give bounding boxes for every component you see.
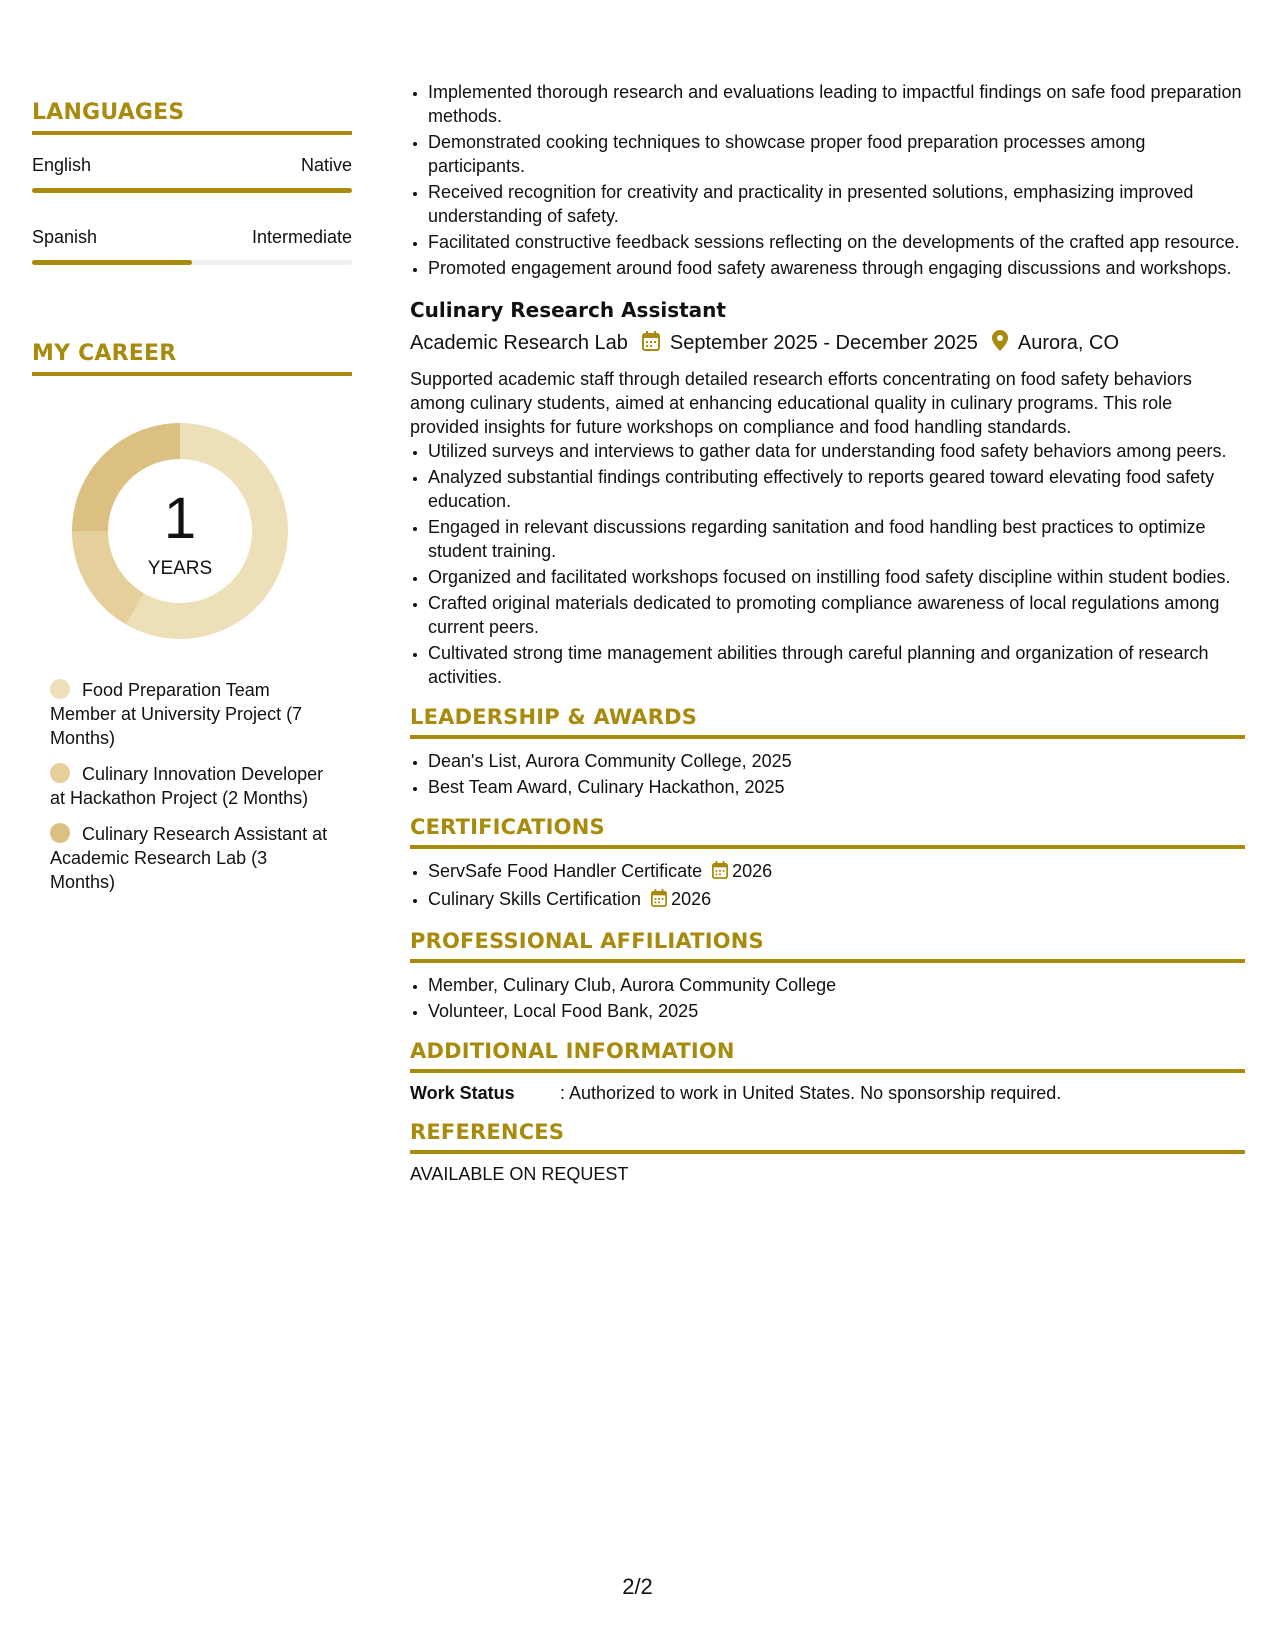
language-bar-fill xyxy=(32,260,192,265)
legend-label: Food Preparation Team Member at University Project (7 Months) xyxy=(50,680,303,748)
affiliations-title: PROFESSIONAL AFFILIATIONS xyxy=(410,929,764,953)
references-section xyxy=(410,1120,1245,1185)
legend-label: Culinary Research Assistant at Academic Research Lab (3 Months) xyxy=(50,824,328,892)
affiliations-section xyxy=(410,929,1245,1023)
job-dates: September 2025 - December 2025 xyxy=(669,332,978,354)
job-description: Supported academic staff through detailed research efforts concentrating on food safety behaviors among culinary students, aimed at enhancing educational quality in culinary programs. This role provided insights for future workshops on compliance and food handling standards. xyxy=(410,369,1192,437)
job-bullets xyxy=(410,439,1245,689)
language-bar-fill xyxy=(32,188,352,193)
certifications-section xyxy=(410,815,1245,913)
list-item: • Demonstrated cooking techniques to showcase proper food preparation processes among participants. xyxy=(428,130,1245,178)
career-title: MY CAREER xyxy=(32,341,177,366)
legend-item xyxy=(50,678,332,750)
list-item: • Promoted engagement around food safety awareness through engaging discussions and workshops. xyxy=(428,256,1245,280)
list-item: • Volunteer, Local Food Bank, 2025 xyxy=(428,999,1245,1023)
legend-dot xyxy=(50,763,70,783)
certification-name: Culinary Skills Certification xyxy=(428,889,642,909)
career-total-number: 1 xyxy=(163,486,197,551)
list-item: • Implemented thorough research and evaluations leading to impactful findings on safe food preparation methods. xyxy=(428,80,1245,128)
references-title: REFERENCES xyxy=(410,1120,565,1144)
legend-label: Culinary Innovation Developer at Hackathon Project (2 Months) xyxy=(50,764,324,808)
languages-rule xyxy=(32,131,352,135)
list-item xyxy=(428,887,1245,913)
certifications-title: CERTIFICATIONS xyxy=(410,815,605,839)
list-item: • Organized and facilitated workshops focused on instilling food safety discipline within student bodies. xyxy=(428,565,1245,589)
calendar-icon xyxy=(642,331,660,357)
language-name: Spanish xyxy=(32,227,98,247)
right-column xyxy=(410,80,1245,1185)
additional-info-section xyxy=(410,1039,1245,1104)
work-status-value: : Authorized to work in United States. No sponsorship required. xyxy=(560,1083,1062,1103)
legend-item xyxy=(50,822,332,894)
job-title: Culinary Research Assistant xyxy=(410,298,726,322)
language-bar xyxy=(32,260,352,265)
location-pin-icon xyxy=(992,330,1008,357)
references-rule xyxy=(410,1150,1245,1154)
calendar-icon xyxy=(712,861,728,885)
languages-title: LANGUAGES xyxy=(32,100,185,125)
calendar-icon xyxy=(651,889,667,913)
references-text: AVAILABLE ON REQUEST xyxy=(410,1164,629,1184)
career-rule xyxy=(32,372,352,376)
certifications-rule xyxy=(410,845,1245,849)
list-item: • Analyzed substantial findings contributing effectively to reports geared toward elevating food safety education. xyxy=(428,465,1245,513)
language-level: Intermediate xyxy=(251,227,352,247)
legend-dot xyxy=(50,823,70,843)
career-legend xyxy=(50,678,332,894)
additional-info-rule xyxy=(410,1069,1245,1073)
language-name: English xyxy=(32,155,92,175)
left-column xyxy=(32,100,352,906)
legend-dot xyxy=(50,679,70,699)
job-meta xyxy=(410,330,1245,357)
career-total-unit: YEARS xyxy=(147,558,213,579)
leadership-section xyxy=(410,705,1245,799)
affiliations-rule xyxy=(410,959,1245,963)
certification-name: ServSafe Food Handler Certificate xyxy=(428,861,703,881)
career-donut-chart xyxy=(67,418,293,644)
list-item: • Member, Culinary Club, Aurora Community College xyxy=(428,973,1245,997)
list-item: • Crafted original materials dedicated to promoting compliance awareness of local regulations among current peers. xyxy=(428,591,1245,639)
list-item: • Dean's List, Aurora Community College, 2025 xyxy=(428,749,1245,773)
legend-item xyxy=(50,762,332,810)
language-bar xyxy=(32,188,352,193)
list-item: • Best Team Award, Culinary Hackathon, 2025 xyxy=(428,775,1245,799)
list-item xyxy=(428,859,1245,885)
language-item-english xyxy=(32,155,352,193)
language-level: Native xyxy=(300,155,352,175)
list-item: • Cultivated strong time management abilities through careful planning and organization of research activities. xyxy=(428,641,1245,689)
job-company: Academic Research Lab xyxy=(410,332,628,354)
leadership-title: LEADERSHIP & AWARDS xyxy=(410,705,698,729)
list-item: • Utilized surveys and interviews to gather data for understanding food safety behaviors among peers. xyxy=(428,439,1245,463)
certification-year: 2026 xyxy=(671,889,712,909)
work-status-label: Work Status xyxy=(410,1083,515,1103)
certification-year: 2026 xyxy=(732,861,773,881)
work-status-row xyxy=(410,1083,1245,1104)
leadership-rule xyxy=(410,735,1245,739)
job-location: Aurora, CO xyxy=(1017,332,1120,354)
page-number: 2/2 xyxy=(622,1574,653,1599)
language-item-spanish xyxy=(32,227,352,265)
additional-info-title: ADDITIONAL INFORMATION xyxy=(410,1039,735,1063)
list-item: • Facilitated constructive feedback sessions reflecting on the developments of the crafted app resource. xyxy=(428,230,1245,254)
list-item: • Engaged in relevant discussions regarding sanitation and food handling best practices to optimize student training. xyxy=(428,515,1245,563)
previous-job-bullets xyxy=(410,80,1245,280)
list-item: • Received recognition for creativity and practicality in presented solutions, emphasizing improved understanding of safety. xyxy=(428,180,1245,228)
